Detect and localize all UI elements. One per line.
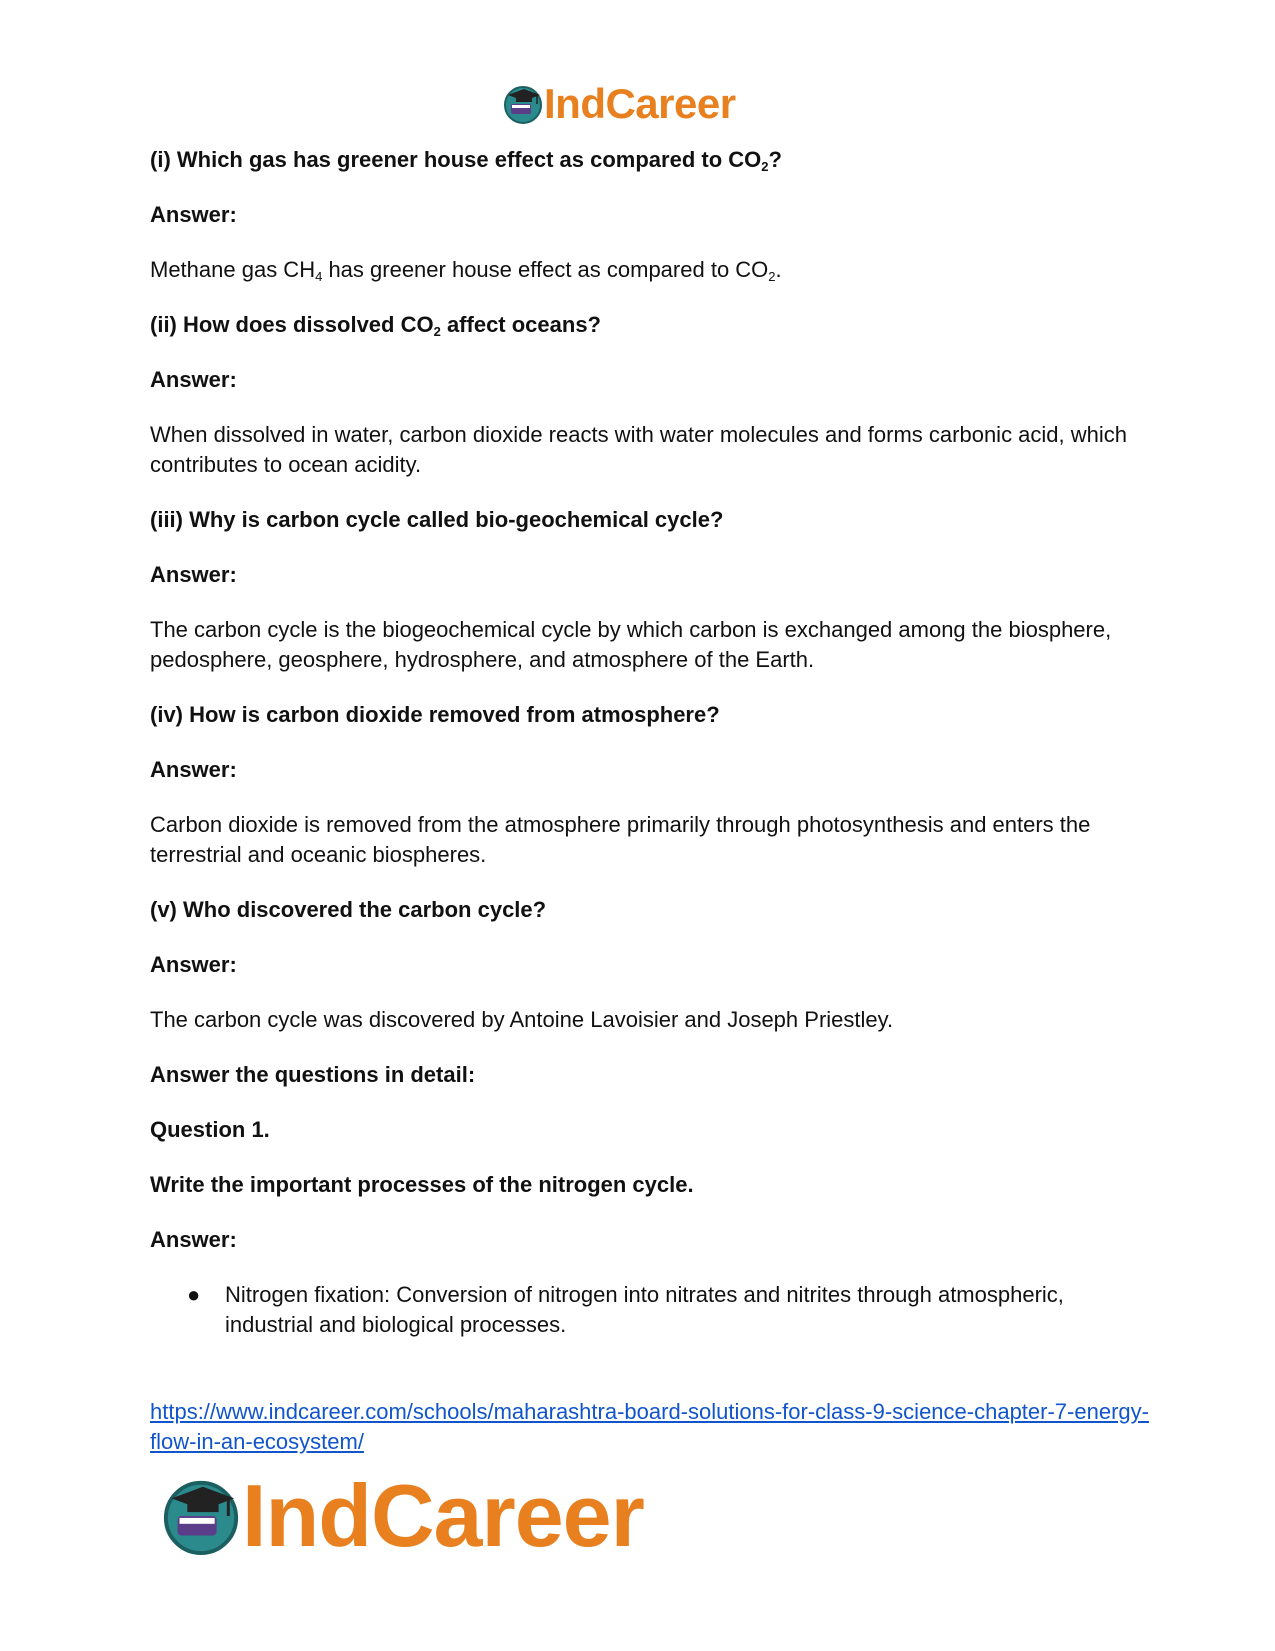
question-v: (v) Who discovered the carbon cycle? <box>150 897 547 922</box>
answer-v: The carbon cycle was discovered by Antoine Lavoisier and Joseph Priestley. <box>150 1007 894 1032</box>
header-logo <box>502 80 736 128</box>
answer-iii: The carbon cycle is the biogeochemical cycle by which carbon is exchanged among the biosphere, pedosphere, geosphere, hydrosphere, and atmosphere of the Earth. <box>150 617 1112 672</box>
answer-label: Answer: <box>150 202 237 227</box>
question-ii: (ii) How does dissolved $CO_2$ affect oceans? <box>150 312 601 339</box>
question-1-label: Question 1. <box>150 1117 270 1142</box>
answer-ii: When dissolved in water, carbon dioxide reacts with water molecules and forms carbonic acid, which contributes to ocean acidity. <box>150 422 1128 477</box>
source-link[interactable]: https://www.indcareer.com/schools/maharashtra-board-solutions-for-class-9-science-chapter-7-energy-flow-in-an-ecosystem/ <box>150 1399 1149 1454</box>
list-item <box>187 1280 1140 1340</box>
answer-label: Answer: <box>150 757 237 782</box>
globe-book-graduation-cap-icon <box>160 1475 242 1557</box>
answer-label: Answer: <box>150 562 237 587</box>
logo-wordmark: IndCareer <box>242 1466 644 1565</box>
question-iii: (iii) Why is carbon cycle called bio-geochemical cycle? <box>150 507 724 532</box>
question-i: (i) Which gas has greener house effect as compared to $CO_2$? <box>150 147 782 174</box>
footer-logo <box>160 1468 644 1564</box>
globe-book-graduation-cap-icon <box>502 83 544 125</box>
answer-iv: Carbon dioxide is removed from the atmosphere primarily through photosynthesis and enters the terrestrial and oceanic biospheres. <box>150 812 1091 867</box>
section-heading: Answer the questions in detail: <box>150 1062 476 1087</box>
answer-label: Answer: <box>150 952 237 977</box>
bullet-icon: ● <box>187 1282 201 1307</box>
document-body <box>150 145 1140 1340</box>
answer-i: Methane gas $CH_4$ has greener house effect as compared to $CO_2$. <box>150 257 782 284</box>
bullet-text: Nitrogen fixation: Conversion of nitrogen into nitrates and nitrites through atmospheric, industrial and biological processes. <box>225 1282 1064 1337</box>
question-iv: (iv) How is carbon dioxide removed from atmosphere? <box>150 702 720 727</box>
answer-label: Answer: <box>150 367 237 392</box>
question-1-text: Write the important processes of the nitrogen cycle. <box>150 1172 694 1197</box>
answer-label: Answer: <box>150 1227 237 1252</box>
logo-wordmark: IndCareer <box>544 80 736 127</box>
